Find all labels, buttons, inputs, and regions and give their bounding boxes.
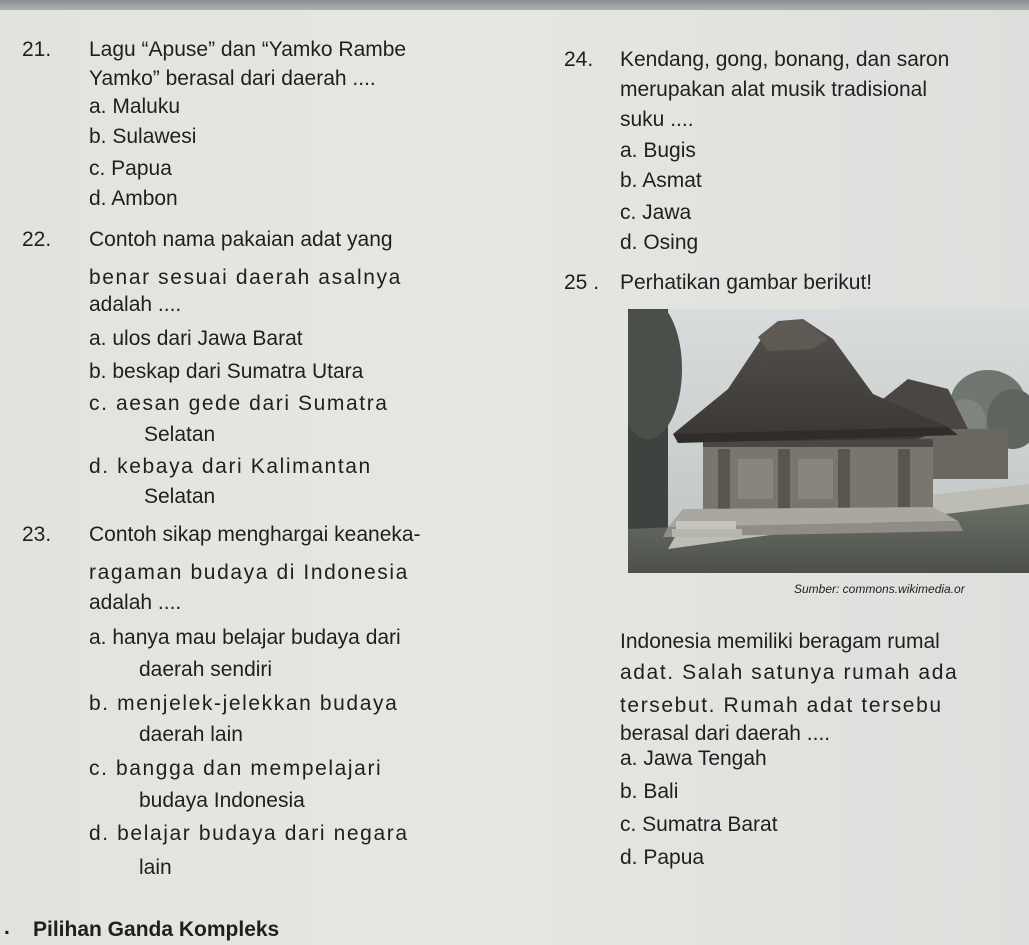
option-c: c. aesan gede dari Sumatra (89, 392, 389, 415)
question-text: ragaman budaya di Indonesia (89, 561, 409, 584)
section-bullet: . (4, 916, 10, 939)
option-a-continued: daerah sendiri (139, 658, 273, 681)
question-text: suku .... (620, 108, 694, 131)
question-number: 24. (564, 48, 594, 71)
option-b: b. menjelek-jelekkan budaya (89, 692, 399, 715)
question-number: 21. (22, 38, 52, 61)
question-text: Perhatikan gambar berikut! (620, 271, 873, 294)
question-number: 25 . (564, 271, 600, 294)
traditional-house-image (628, 309, 1029, 573)
joglo-house-photo (628, 309, 1029, 573)
option-d: d. Ambon (89, 187, 178, 210)
question-text: benar sesuai daerah asalnya (89, 266, 402, 289)
question-text: berasal dari daerah .... (620, 722, 831, 745)
option-c: c. bangga dan mempelajari (89, 757, 383, 780)
option-b-continued: daerah lain (139, 723, 243, 746)
option-b: b. beskap dari Sumatra Utara (89, 360, 364, 383)
option-b: b. Bali (620, 780, 679, 803)
option-d: d. Papua (620, 846, 705, 869)
option-d: d. belajar budaya dari negara (89, 822, 409, 845)
option-c: c. Jawa (620, 201, 692, 224)
option-b: b. Sulawesi (89, 125, 197, 148)
question-text: tersebut. Rumah adat tersebu (620, 694, 943, 717)
question-text: Yamko” berasal dari daerah .... (89, 67, 376, 90)
question-text: Indonesia memiliki beragam rumal (620, 630, 940, 653)
option-a: a. Maluku (89, 95, 181, 118)
option-d: d. Osing (620, 231, 699, 254)
option-c-continued: budaya Indonesia (139, 789, 305, 812)
option-d-continued: Selatan (144, 485, 216, 508)
option-d-continued: lain (139, 856, 172, 879)
image-source-caption: Sumber: commons.wikimedia.or (794, 582, 965, 596)
question-text: Kendang, gong, bonang, dan saron (620, 48, 950, 71)
option-c: c. Sumatra Barat (620, 813, 778, 836)
question-number: 23. (22, 523, 52, 546)
question-text: Contoh sikap menghargai keaneka- (89, 523, 421, 546)
option-d: d. kebaya dari Kalimantan (89, 455, 372, 478)
question-text: adalah .... (89, 293, 182, 316)
option-c-continued: Selatan (144, 423, 216, 446)
section-title: Pilihan Ganda Kompleks (33, 918, 280, 941)
option-a: a. Bugis (620, 139, 696, 162)
question-text: Lagu “Apuse” dan “Yamko Rambe (89, 38, 407, 61)
question-text: Contoh nama pakaian adat yang (89, 228, 393, 251)
question-text: merupakan alat musik tradisional (620, 78, 927, 101)
question-number: 22. (22, 228, 52, 251)
option-a: a. hanya mau belajar budaya dari (89, 626, 401, 649)
option-a: a. Jawa Tengah (620, 747, 767, 770)
option-b: b. Asmat (620, 169, 702, 192)
question-text: adalah .... (89, 591, 182, 614)
question-text: adat. Salah satunya rumah ada (620, 661, 959, 684)
option-c: c. Papua (89, 157, 172, 180)
option-a: a. ulos dari Jawa Barat (89, 327, 303, 350)
